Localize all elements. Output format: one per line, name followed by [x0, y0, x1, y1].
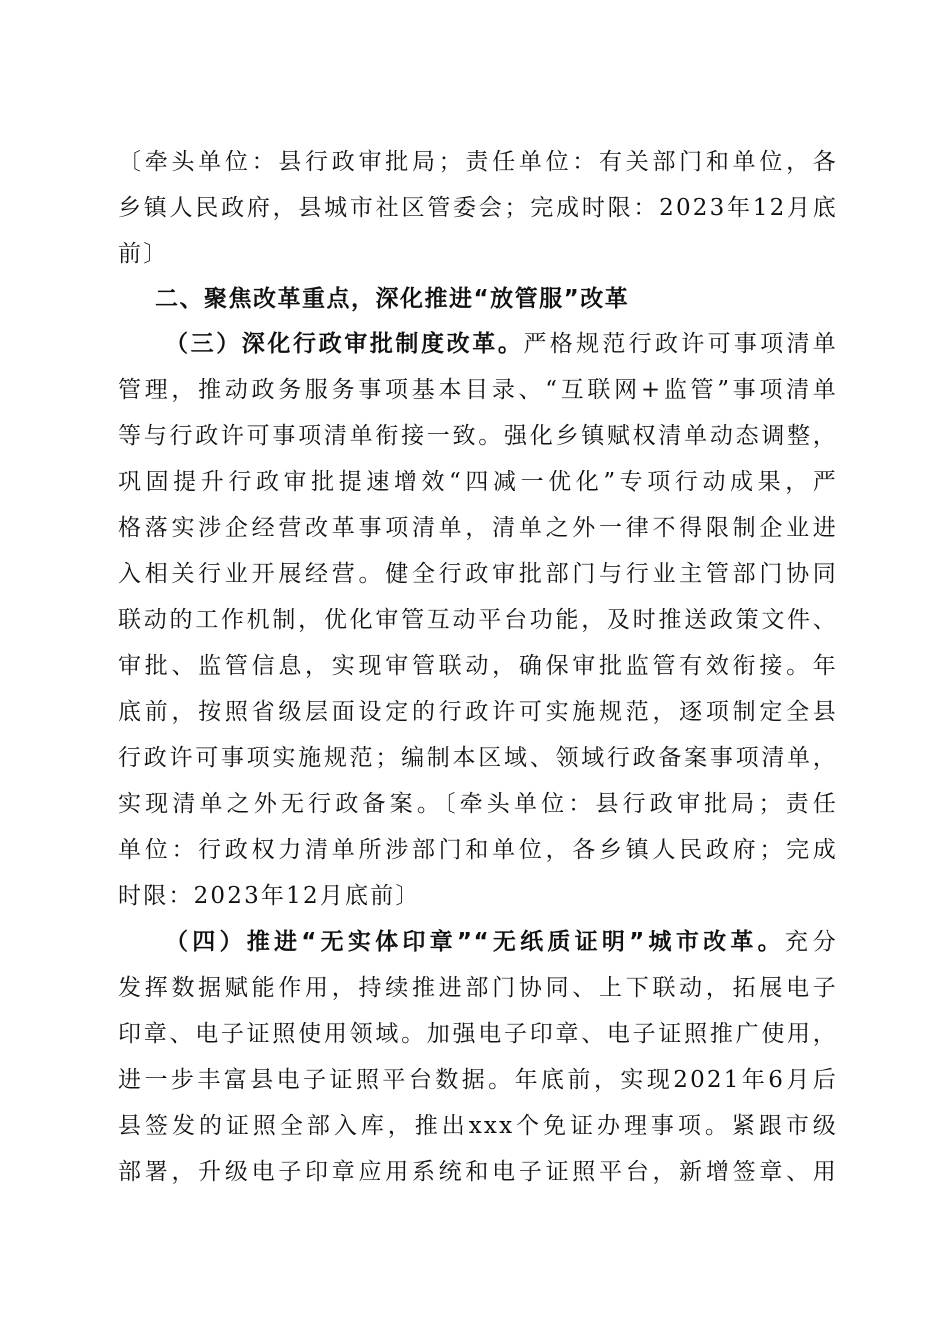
text-line: 等与行政许可事项清单衔接一致。强化乡镇赋权清单动态调整， — [118, 423, 838, 449]
text-line: 格落实涉企经营改革事项清单，清单之外一律不得限制企业进 — [118, 515, 838, 541]
text-span: 充分 — [784, 929, 838, 955]
text-line: 前〕 — [118, 241, 169, 267]
text-line: 审批、监管信息，实现审管联动，确保审批监管有效衔接。年 — [118, 653, 838, 679]
text-line: 巩固提升行政审批提速增效“四减一优化”专项行动成果，严 — [118, 469, 838, 495]
text-line: 进一步丰富县电子证照平台数据。年底前，实现2021年6月后 — [118, 1067, 838, 1093]
text-line: 印章、电子证照使用领域。加强电子印章、电子证照推广使用， — [118, 1021, 838, 1047]
text-line: 乡镇人民政府，县城市社区管委会；完成时限：2023年12月底 — [118, 195, 838, 221]
text-line: 联动的工作机制，优化审管互动平台功能，及时推送政策文件、 — [118, 607, 838, 633]
item-title: （三）深化行政审批制度改革。 — [165, 331, 524, 357]
paragraph-first-line — [165, 328, 838, 360]
text-line: 入相关行业开展经营。健全行政审批部门与行业主管部门协同 — [118, 561, 838, 587]
text-line: 单位：行政权力清单所涉部门和单位，各乡镇人民政府；完成 — [118, 837, 838, 863]
text-line: 发挥数据赋能作用，持续推进部门协同、上下联动，拓展电子 — [118, 975, 838, 1001]
section-heading: 二、聚焦改革重点，深化推进“放管服”改革 — [155, 286, 630, 312]
text-line: 行政许可事项实施规范；编制本区域、领域行政备案事项清单， — [118, 745, 838, 771]
paragraph-first-line — [165, 926, 838, 958]
text-line: 实现清单之外无行政备案。〔牵头单位：县行政审批局；责任 — [118, 791, 838, 817]
text-line: 管理，推动政务服务事项基本目录、“互联网+监管”事项清单 — [118, 377, 838, 403]
text-line: 底前，按照省级层面设定的行政许可实施规范，逐项制定全县 — [118, 699, 838, 725]
text-line: 时限：2023年12月底前〕 — [118, 883, 421, 909]
text-span: 严格规范行政许可事项清单 — [523, 331, 838, 357]
text-line: 县签发的证照全部入库，推出xxx个免证办理事项。紧跟市级 — [118, 1113, 838, 1139]
text-line: 部署，升级电子印章应用系统和电子证照平台，新增签章、用 — [118, 1159, 838, 1185]
text-line: 〔牵头单位：县行政审批局；责任单位：有关部门和单位，各 — [118, 149, 838, 175]
item-title: （四）推进“无实体印章”“无纸质证明”城市改革。 — [165, 929, 785, 955]
